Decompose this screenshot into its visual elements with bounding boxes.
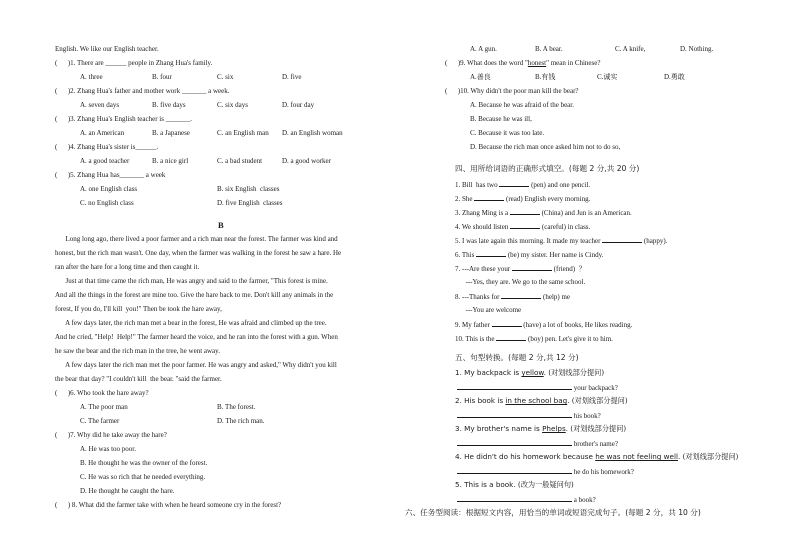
q9-option-b: B.有钱 — [535, 73, 556, 81]
q5-option-d: D. five English classes — [217, 199, 283, 207]
transform-answer-3: brother's name? — [457, 438, 618, 449]
fill-item-7: 7. ---Are these your (friend) ？ — [455, 265, 586, 273]
transform-answer-2: his book? — [457, 410, 601, 421]
q8-option-d: D. Nothing. — [680, 45, 714, 53]
q10-option-b: B. Because he was ill, — [470, 115, 532, 123]
q5-option-b: B. six English classes — [217, 185, 280, 193]
fill-item-4: 4. We should listen (careful) in class. — [455, 223, 591, 231]
passage-line: And he cried, "Help! Help!" The farmer heard the voice, and he ran into the forest with a gun. When — [55, 333, 338, 341]
question-4: ( )4. Zhang Hua's sister is______. — [55, 143, 159, 151]
fill-item-10: 10. This is the (boy) pen. Let's give it to him. — [455, 335, 613, 343]
part-b-heading: B — [218, 220, 224, 230]
question-9: ( )9. What does the word "honest" mean in Chinese? — [445, 59, 601, 67]
q9-option-a: A.善良 — [470, 73, 491, 81]
transform-answer-1: your backpack? — [457, 382, 618, 393]
passage-line: ran after the hare for a long time and then caught it. — [55, 263, 200, 271]
fill-item-6: 6. This (be) my sister. Her name is Cindy. — [455, 251, 604, 259]
section-4-title: 四、用所给词语的正确形式填空。(每题 2 分,共 20 分) — [455, 164, 640, 173]
passage-line: honest, but the rich man wasn't. One day, when the farmer was walking in the forest he saw a hare. He — [55, 249, 342, 257]
passage-line: he saw the bear and the rich man in the tree, he went away. — [55, 347, 220, 355]
q9-option-d: D.勇敢 — [664, 73, 685, 81]
transform-answer-4: he do his homework? — [457, 466, 634, 477]
answer-blank[interactable] — [499, 179, 529, 187]
answer-blank[interactable] — [476, 249, 506, 257]
question-1: ( )1. There are ______ people in Zhang Hua's family. — [55, 59, 213, 67]
fill-item-9: 9. My father (have) a lot of books, He likes reading. — [455, 321, 633, 329]
transform-item-3: 3. My brother's name is Phelps. (对划线部分提问) — [455, 424, 627, 433]
section-6-title: 六、任务型阅读：根据短文内容，用恰当的单词或短语完成句子。(每题 2 分，共 10 分) — [405, 508, 701, 517]
dialogue-line: ---Yes, they are. We go to the same school. — [455, 278, 586, 286]
q7-option-c: C. He was so rich that he needed everything. — [80, 473, 206, 481]
passage-end-line: English. We like our English teacher. — [55, 45, 159, 53]
q4-option-a: A. a good teacher — [80, 157, 130, 165]
q4-option-d: D. a good worker — [282, 157, 331, 165]
transform-item-1: 1. My backpack is yellow. (对划线部分提问) — [455, 368, 605, 377]
transform-item-2: 2. His book is in the school bag. (对划线部分提问) — [455, 396, 628, 405]
q8-option-b: B. A bear. — [535, 45, 563, 53]
answer-blank[interactable] — [512, 263, 552, 271]
q2-option-d: D. four day — [282, 101, 315, 109]
q10-option-d: D. Because the rich man once asked him not to do so, — [470, 143, 621, 151]
question-10: ( )10. Why didn't the poor man kill the bear? — [445, 87, 579, 95]
passage-line: A few days later the rich man met the poor farmer. He was angry and asked," Why didn't you kill — [55, 361, 337, 369]
question-2: ( )2. Zhang Hua's father and mother work _______ a week. — [55, 87, 230, 95]
q6-option-d: D. The rich man. — [217, 417, 265, 425]
underlined-word: honest — [527, 59, 547, 67]
q2-option-a: A. seven days — [80, 101, 120, 109]
q6-option-c: C. The farmer — [80, 417, 120, 425]
answer-blank[interactable] — [492, 319, 522, 327]
question-8: ( ) 8. What did the farmer take with when he heard someone cry in the forest? — [55, 501, 282, 509]
answer-blank[interactable] — [457, 494, 572, 502]
q1-option-c: C. six — [217, 73, 234, 81]
q8-option-c: C. A knife, — [615, 45, 646, 53]
passage-line: forest, If you do, I'll kill you!" Then be took the hare away, — [55, 305, 222, 313]
q6-option-a: A. The poor man — [80, 403, 128, 411]
q7-option-b: B. He thought he was the owner of the forest. — [80, 459, 208, 467]
answer-blank[interactable] — [501, 291, 541, 299]
q3-option-c: C. an English man — [217, 129, 269, 137]
q5-option-a: A. one English class — [80, 185, 138, 193]
q1-option-a: A. three — [80, 73, 103, 81]
dialogue-line: ---You are welcome — [455, 306, 522, 314]
q4-option-c: C. a bad student — [217, 157, 263, 165]
question-7: ( )7. Why did he take away the hare? — [55, 431, 167, 439]
answer-blank[interactable] — [457, 438, 572, 446]
q8-option-a: A. A gun. — [470, 45, 497, 53]
question-5: ( )5. Zhang Hua has_______ a week — [55, 171, 166, 179]
fill-item-8: 8. ---Thanks for (help) me — [455, 293, 571, 301]
transform-item-4: 4. He didn't do his homework because he was not feeling well. (对划线部分提问) — [455, 452, 739, 461]
transform-item-5: 5. This is a book. (改为一般疑问句) — [455, 480, 574, 489]
q4-option-b: B. a nice girl — [152, 157, 189, 165]
answer-blank[interactable] — [457, 382, 572, 390]
q1-option-d: D. five — [282, 73, 302, 81]
fill-item-1: 1. Bill has two (pen) and one pencil. — [455, 181, 591, 189]
question-3: ( )3. Zhang Hua's English teacher is _______. — [55, 115, 192, 123]
q1-option-b: B. four — [152, 73, 172, 81]
q10-option-a: A. Because he was afraid of the bear. — [470, 101, 574, 109]
q10-option-c: C. Because it was too late. — [470, 129, 545, 137]
answer-blank[interactable] — [602, 235, 642, 243]
q3-option-a: A. an American — [80, 129, 125, 137]
fill-item-3: 3. Zhang Ming is a (China) and Jun is an American. — [455, 209, 632, 217]
q6-option-b: B. The forest. — [217, 403, 256, 411]
fill-item-5: 5. I was late again this morning. It made my teacher (happy). — [455, 237, 668, 245]
passage-line: the bear that day? "I couldn't kill the bear. "said the farmer. — [55, 375, 222, 383]
passage-line: A few days later, the rich man met a bear in the forest, He was afraid and climbed up the tree. — [55, 319, 327, 327]
q5-option-c: C. no English class — [80, 199, 134, 207]
q2-option-b: B. five days — [152, 101, 186, 109]
answer-blank[interactable] — [457, 466, 572, 474]
answer-blank[interactable] — [510, 221, 540, 229]
answer-blank[interactable] — [457, 410, 572, 418]
q7-option-d: D. He thought he caught the hare. — [80, 487, 175, 495]
q3-option-d: D. an English woman — [282, 129, 343, 137]
section-5-title: 五、句型转换。(每题 2 分,共 12 分) — [455, 353, 579, 362]
answer-blank[interactable] — [510, 207, 540, 215]
answer-blank[interactable] — [496, 333, 526, 341]
q2-option-c: C. six days — [217, 101, 248, 109]
passage-line: And all the things in the forest are mine too. Give the hare back to me. Don't kill any animals in the — [55, 291, 334, 299]
answer-blank[interactable] — [474, 193, 504, 201]
passage-line: Long long ago, there lived a poor farmer and a rich man near the forest. The farmer was kind and — [55, 235, 338, 243]
q9-option-c: C.诚实 — [597, 73, 618, 81]
fill-item-2: 2. She (read) English every morning. — [455, 195, 591, 203]
passage-line: Just at that time came the rich man, He was angry and said to the farmer, "This forest is mine. — [55, 277, 328, 285]
q3-option-b: B. a Japanese — [152, 129, 190, 137]
transform-answer-5: a book? — [457, 494, 596, 505]
question-6: ( )6. Who took the hare away? — [55, 389, 149, 397]
q7-option-a: A. He was too poor. — [80, 445, 136, 453]
